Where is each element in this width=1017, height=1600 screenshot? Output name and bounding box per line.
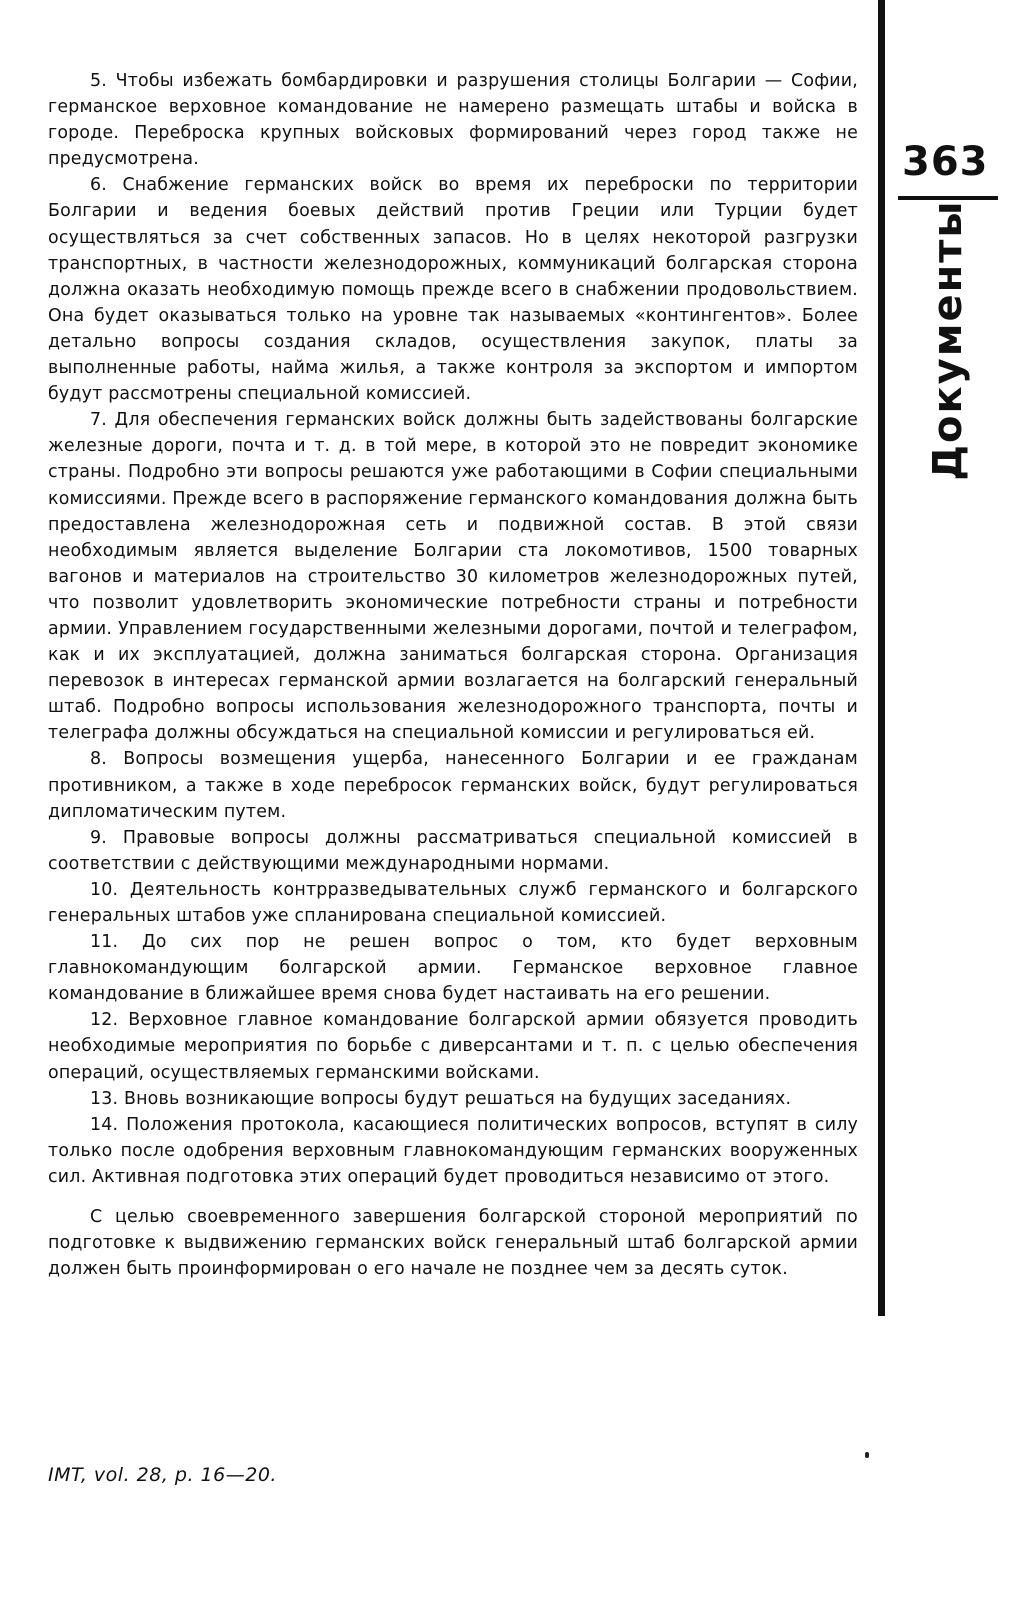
paragraph-7: 7. Для обеспечения германских войск должны быть задействованы болгарские железные дороги, почта и т. д. в той мере, в которой это не повредит экономике страны. Подробно эти вопросы решаются уже работающими в Софии специальными комиссиями. Прежде всего в распоряжение германского командования должна быть предоставлена железнодорожная сеть и подвижной состав. В этой связи необходимым является выделение Болгарии ста локомотивов, 1500 товарных вагонов и материалов на строительство 30 километров железнодорожных путей, что позволит удовлетворить экономические потребности страны и потребности армии. Управлением государственными железными дорогами, почтой и телеграфом, как и их эксплуатацией, должна заниматься болгарская сторона. Организация перевозок в интересах германской армии возлагается на болгарский генеральный штаб. Подробно вопросы использования железнодорожного транспорта, почты и телеграфа должны обсуждаться на специальной комиссии и регулироваться ей.	[48, 410, 858, 744]
paragraph-13: 13. Вновь возникающие вопросы будут решаться на будущих заседаниях.	[90, 1088, 792, 1109]
margin-rule	[878, 0, 885, 1316]
print-speck	[865, 1452, 869, 1458]
paragraph-10: 10. Деятельность контрразведывательных служб германского и болгарского генеральных штабов уже спланирована специальной комиссией.	[48, 879, 858, 926]
paragraph-6: 6. Снабжение германских войск во время их переброски по территории Болгарии и ведения боевых действий против Греции или Турции будет осуществляться за счет собственных запасов. Но в целях некоторой разгрузки транспортных, в частности железнодорожных, коммуникаций болгарская сторона должна оказать необходимую помощь прежде всего в снабжении продовольствием. Она будет оказываться только на уровне так называемых «контингентов». Более детально вопросы создания складов, осуществления закупок, платы за выполненные работы, найма жилья, а также контроля за экспортом и импортом будут рассмотрены специальной комиссией.	[48, 175, 858, 405]
paragraph-8: 8. Вопросы возмещения ущерба, нанесенного Болгарии и ее гражданам противником, а также в ходе перебросок германских войск, будут регулироваться дипломатическим путем.	[48, 749, 858, 822]
section-label: Документы	[925, 199, 971, 481]
paragraph-9: 9. Правовые вопросы должны рассматриваться специальной комиссией в соответствии с действующими международными нормами.	[48, 827, 858, 874]
page-number: 363	[902, 139, 989, 185]
paragraph-14: 14. Положения протокола, касающиеся политических вопросов, вступят в силу только после одобрения верховным главнокомандующим германских вооруженных сил. Активная подготовка этих операций будет проводиться независимо от этого.	[48, 1114, 858, 1187]
closing-paragraph: С целью своевременного завершения болгарской стороной мероприятий по подготовке к выдвижению германских войск генеральный штаб болгарской армии должен быть проинформирован о его начале не позднее чем за десять суток.	[48, 1207, 858, 1280]
paragraph-12: 12. Верховное главное командование болгарской армии обязуется проводить необходимые мероприятия по борьбе с диверсантами и т. п. с целью обеспечения операций, осуществляемых германскими войсками.	[48, 1010, 858, 1083]
source-citation: IMT, vol. 28, p. 16—20.	[48, 1464, 277, 1486]
body-text	[48, 68, 858, 1282]
paragraph-5: 5. Чтобы избежать бомбардировки и разрушения столицы Болгарии — Софии, германское верховное командование не намерено размещать штабы и войска в городе. Переброска крупных войсковых формирований через город также не предусмотрена.	[48, 71, 858, 170]
paragraph-11: 11. До сих пор не решен вопрос о том, кто будет верховным главнокомандующим болгарской армии. Германское верховное главное командование в ближайшее время снова будет настаивать на его решении.	[48, 932, 858, 1005]
